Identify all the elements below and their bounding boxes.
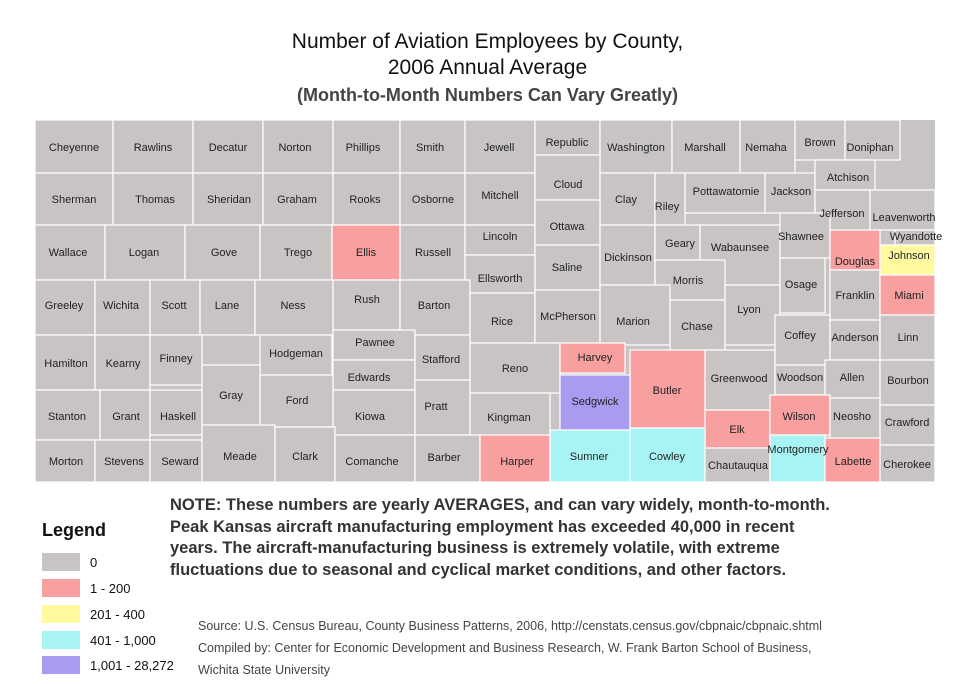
county-label-morton: Morton	[48, 455, 84, 468]
county-label-harper: Harper	[500, 455, 534, 468]
legend-label: 1,001 - 28,272	[90, 657, 174, 673]
county-label-geary: Geary	[665, 237, 695, 250]
county-label-lane: Lane	[214, 299, 240, 312]
county-label-greeley: Greeley	[44, 299, 84, 312]
county-label-finney: Finney	[159, 352, 193, 365]
county-label-cloud: Cloud	[553, 178, 583, 191]
county-label-linn: Linn	[897, 331, 919, 344]
legend-item	[42, 655, 174, 675]
county-label-doniphan: Doniphan	[846, 141, 894, 154]
county-label-sumner: Sumner	[569, 450, 609, 463]
county-label-wichita: Wichita	[102, 299, 140, 312]
county-label-labette: Labette	[834, 455, 872, 468]
county-label-montgomery: Montgomery	[767, 443, 829, 456]
county-label-elk: Elk	[729, 423, 745, 436]
county-label-cherokee: Cherokee	[883, 458, 931, 471]
legend-title: Legend	[42, 520, 107, 540]
note-prefix: NOTE: These numbers are yearly	[170, 496, 434, 514]
county-riley	[655, 173, 685, 225]
county-label-neosho: Neosho	[833, 410, 871, 423]
legend-swatch	[42, 579, 80, 597]
county-label-republic: Republic	[545, 136, 589, 149]
county-doniphan	[845, 120, 900, 160]
county-label-gray: Gray	[219, 389, 243, 402]
legend-swatch	[42, 656, 80, 674]
county-label-sheridan: Sheridan	[206, 193, 252, 206]
county-label-reno: Reno	[501, 362, 529, 375]
county-label-phillips: Phillips	[345, 141, 381, 154]
legend-swatch	[42, 631, 80, 649]
legend-item	[42, 552, 97, 572]
county-label-russell: Russell	[414, 246, 452, 259]
legend-label: 0	[90, 554, 98, 570]
university-line: Wichita State University	[198, 663, 330, 677]
county-montgomery	[770, 435, 825, 482]
county-label-washington: Washington	[607, 141, 665, 154]
county-label-lyon: Lyon	[737, 303, 761, 316]
legend-item	[42, 578, 130, 598]
note-text	[170, 495, 830, 581]
county-label-pratt: Pratt	[424, 400, 448, 413]
legend-item	[42, 630, 156, 650]
county-label-atchison: Atchison	[826, 171, 870, 184]
county-label-stafford: Stafford	[421, 353, 461, 366]
legend-item	[42, 604, 145, 624]
note-emphasis: AVERAGES	[433, 496, 525, 514]
legend-swatch	[42, 605, 80, 623]
county-label-norton: Norton	[278, 141, 312, 154]
county-label-hamilton: Hamilton	[44, 357, 88, 370]
county-label-hodgeman: Hodgeman	[269, 347, 323, 360]
county-label-brown: Brown	[804, 136, 836, 149]
county-label-cowley: Cowley	[648, 450, 686, 463]
county-label-ness: Ness	[280, 299, 306, 312]
county-label-kingman: Kingman	[487, 411, 531, 424]
county-label-wyandotte: Wyandotte	[889, 230, 943, 243]
county-label-decatur: Decatur	[208, 141, 248, 154]
county-label-chautauqua: Chautauqua	[708, 459, 768, 472]
county-label-shawnee: Shawnee	[778, 230, 824, 243]
county-label-cheyenne: Cheyenne	[48, 141, 100, 154]
county-label-seward: Seward	[161, 455, 199, 468]
county-label-morris: Morris	[672, 274, 704, 287]
county-label-graham: Graham	[277, 193, 317, 206]
county-label-riley: Riley	[654, 200, 680, 213]
county-label-clark: Clark	[292, 450, 318, 463]
county-label-comanche: Comanche	[345, 455, 399, 468]
county-label-gove: Gove	[210, 246, 238, 259]
county-label-ellsworth: Ellsworth	[477, 272, 523, 285]
county-label-jackson: Jackson	[770, 185, 812, 198]
county-label-wilson: Wilson	[782, 410, 816, 423]
county-label-osborne: Osborne	[411, 193, 455, 206]
county-label-bourbon: Bourbon	[887, 374, 929, 387]
county-label-clay: Clay	[614, 193, 638, 206]
county-label-grant: Grant	[112, 410, 140, 423]
county-label-jewell: Jewell	[483, 141, 515, 154]
compiled-by-line: Compiled by: Center for Economic Development and Business Research, W. Frank Barton School of Business,	[198, 641, 812, 655]
county-label-jefferson: Jefferson	[819, 207, 865, 220]
county-label-pottawatomie: Pottawatomie	[692, 185, 760, 198]
county-label-barton: Barton	[417, 299, 451, 312]
county-leavenworth	[870, 190, 935, 230]
county-label-edwards: Edwards	[347, 371, 391, 384]
note-rest: , and can vary widely, month-to-month. Peak Kansas aircraft manufacturing employment has exceeded 40,000 in recent years. The aircraft-manufacturing business is extremely volatile, with extreme fluctuations due to seasonal and cyclical market conditions, and other factors.	[170, 496, 830, 579]
county-label-allen: Allen	[839, 371, 865, 384]
county-label-lincoln: Lincoln	[482, 230, 518, 243]
county-label-rooks: Rooks	[349, 193, 381, 206]
county-label-butler: Butler	[652, 384, 682, 397]
source-credits	[198, 615, 958, 681]
map-title-line1: Number of Aviation Employees by County,	[291, 30, 684, 53]
map-subtitle: (Month-to-Month Numbers Can Vary Greatly)	[296, 85, 678, 105]
county-label-stevens: Stevens	[104, 455, 144, 468]
county-label-wabaunsee: Wabaunsee	[710, 241, 770, 254]
map-title-line2: 2006 Annual Average	[387, 56, 588, 79]
county-label-kiowa: Kiowa	[355, 410, 385, 423]
county-label-thomas: Thomas	[135, 193, 175, 206]
county-label-rawlins: Rawlins	[133, 141, 173, 154]
county-label-franklin: Franklin	[835, 289, 875, 302]
county-label-ellis: Ellis	[355, 246, 377, 259]
county-label-greenwood: Greenwood	[710, 372, 768, 385]
county-label-osage: Osage	[784, 278, 818, 291]
county-label-miami: Miami	[894, 289, 924, 302]
county-label-meade: Meade	[223, 450, 257, 463]
county-label-ford: Ford	[285, 394, 309, 407]
county-label-sherman: Sherman	[51, 193, 97, 206]
county-label-douglas: Douglas	[834, 255, 876, 268]
county-label-smith: Smith	[415, 141, 445, 154]
legend-label: 1 - 200	[90, 580, 131, 596]
county-label-marion: Marion	[616, 315, 650, 328]
county-label-mcpherson: McPherson	[540, 310, 596, 323]
county-cloud	[535, 155, 600, 200]
county-label-chase: Chase	[681, 320, 713, 333]
county-label-scott: Scott	[161, 299, 187, 312]
county-label-pawnee: Pawnee	[355, 336, 395, 349]
county-label-woodson: Woodson	[776, 371, 824, 384]
county-label-rush: Rush	[354, 293, 380, 306]
legend-swatch	[42, 553, 80, 571]
county-label-leavenworth: Leavenworth	[872, 211, 936, 224]
county-label-trego: Trego	[283, 246, 313, 259]
county-label-harvey: Harvey	[577, 351, 613, 364]
source-line: Source: U.S. Census Bureau, County Business Patterns, 2006, http://censtats.census.gov/cbpnaic/cbpnaic.shtml	[198, 619, 822, 633]
legend-label: 401 - 1,000	[90, 632, 156, 648]
county-label-coffey: Coffey	[784, 329, 816, 342]
county-label-kearny: Kearny	[105, 357, 141, 370]
county-label-dickinson: Dickinson	[604, 251, 652, 264]
county-label-stanton: Stanton	[48, 410, 86, 423]
legend-label: 201 - 400	[90, 606, 145, 622]
county-label-logan: Logan	[128, 246, 160, 259]
county-label-crawford: Crawford	[884, 416, 930, 429]
county-label-rice: Rice	[490, 315, 514, 328]
county-label-ottawa: Ottawa	[549, 220, 585, 233]
county-label-anderson: Anderson	[831, 331, 879, 344]
county-label-saline: Saline	[551, 261, 583, 274]
county-label-marshall: Marshall	[684, 141, 726, 154]
county-label-wallace: Wallace	[48, 246, 88, 259]
county-label-sedgwick: Sedgwick	[571, 395, 619, 408]
county-label-haskell: Haskell	[159, 410, 197, 423]
county-label-mitchell: Mitchell	[481, 189, 519, 202]
county-label-nemaha: Nemaha	[745, 141, 787, 154]
county-label-barber: Barber	[427, 451, 461, 464]
county-label-johnson: Johnson	[888, 249, 930, 262]
